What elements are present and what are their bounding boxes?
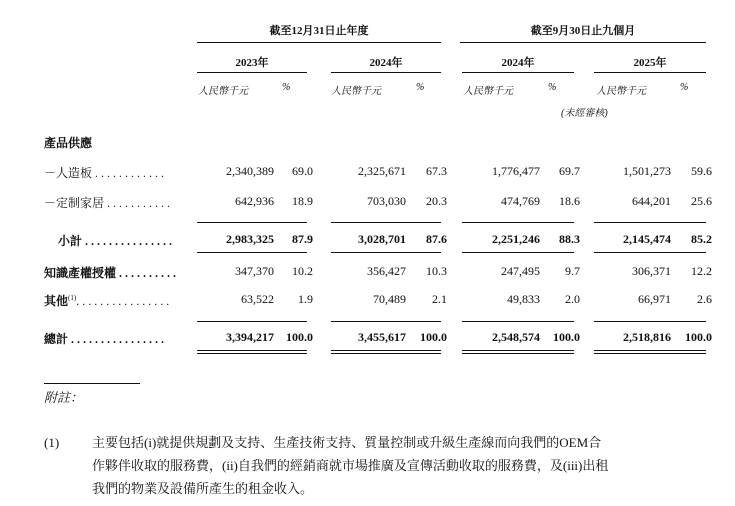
table-cell: 1.9 <box>298 292 313 306</box>
year-rule <box>197 72 307 73</box>
table-cell: 3,455,617 <box>358 330 406 344</box>
unaudited-note: (未經審核) <box>561 108 608 119</box>
table-cell: 70,489 <box>373 292 406 306</box>
row-label-ip-licensing: 知識產權授權 . . . . . . . . . . <box>44 266 177 280</box>
note-marker: (1) <box>44 435 60 450</box>
subtotal-rule <box>197 222 307 223</box>
year-rule <box>462 72 574 73</box>
unit-currency: 人民幣千元 <box>463 86 513 97</box>
table-cell: 9.7 <box>565 264 580 278</box>
row-label-others-dots: . . . . . . . . . . . . . . . . <box>76 294 170 308</box>
table-cell: 2,325,671 <box>358 164 406 178</box>
total-double-rule <box>462 350 574 354</box>
subtotal-bottom-rule <box>197 252 307 253</box>
table-cell: 306,371 <box>632 264 671 278</box>
unit-currency: 人民幣千元 <box>331 86 381 97</box>
table-cell: 703,030 <box>367 194 406 208</box>
unit-pct: % <box>416 82 425 93</box>
table-cell: 69.7 <box>559 164 580 178</box>
row-label-others-text: 其他 <box>44 294 69 308</box>
table-cell: 1,501,273 <box>623 164 671 178</box>
table-cell: 2.1 <box>432 292 447 306</box>
table-cell: 347,370 <box>235 264 274 278</box>
unit-pct: % <box>548 82 557 93</box>
table-cell: 247,495 <box>501 264 540 278</box>
header-year-2024-full: 2024年 <box>369 57 403 69</box>
table-cell: 2,145,474 <box>623 232 671 246</box>
row-label-total: 總計 . . . . . . . . . . . . . . . . <box>44 332 165 346</box>
row-label-subtotal: 小計 . . . . . . . . . . . . . . . <box>58 234 173 248</box>
subtotal-bottom-rule <box>331 252 441 253</box>
total-double-rule <box>331 350 441 354</box>
year-rule <box>594 72 706 73</box>
note-line-2: 作夥伴收取的服務費，(ii)自我們的經銷商就市場推廣及宣傳活動收取的服務費，及(iii)出租 <box>92 458 609 473</box>
header-year-2025: 2025年 <box>633 57 667 69</box>
header-group-year-ended: 截至12月31日止年度 <box>269 25 369 37</box>
table-cell: 2.6 <box>697 292 712 306</box>
table-cell: 2,548,574 <box>492 330 540 344</box>
table-cell: 87.6 <box>426 232 447 246</box>
table-cell: 12.2 <box>691 264 712 278</box>
row-label-product-supply: 產品供應 <box>44 136 93 150</box>
table-cell: 25.6 <box>691 194 712 208</box>
year-rule <box>331 72 441 73</box>
table-cell: 18.9 <box>292 194 313 208</box>
notes-heading: 附註： <box>44 390 84 405</box>
table-cell: 10.2 <box>292 264 313 278</box>
table-cell: 20.3 <box>426 194 447 208</box>
subtotal-rule <box>462 222 574 223</box>
table-cell: 100.0 <box>553 330 580 344</box>
header-year-2023: 2023年 <box>235 57 269 69</box>
table-cell: 18.6 <box>559 194 580 208</box>
header-group-year-ended-rule <box>197 42 441 43</box>
table-cell: 356,427 <box>367 264 406 278</box>
table-cell: 69.0 <box>292 164 313 178</box>
table-cell: 10.3 <box>426 264 447 278</box>
unit-pct: % <box>680 82 689 93</box>
table-cell: 63,522 <box>241 292 274 306</box>
total-double-rule <box>197 350 307 354</box>
footnote-ref: (1) <box>68 294 77 302</box>
table-cell: 67.3 <box>426 164 447 178</box>
table-cell: 2,518,816 <box>623 330 671 344</box>
header-year-2024-nine: 2024年 <box>501 57 535 69</box>
table-cell: 3,028,701 <box>358 232 406 246</box>
total-top-rule <box>462 321 574 322</box>
table-cell: 100.0 <box>286 330 313 344</box>
total-top-rule <box>594 321 706 322</box>
total-double-rule <box>594 350 706 354</box>
table-cell: 2,340,389 <box>226 164 274 178</box>
table-cell: 85.2 <box>691 232 712 246</box>
table-cell: 100.0 <box>685 330 712 344</box>
table-cell: 644,201 <box>632 194 671 208</box>
table-cell: 2,983,325 <box>226 232 274 246</box>
table-cell: 100.0 <box>420 330 447 344</box>
table-cell: 2.0 <box>565 292 580 306</box>
subtotal-rule <box>594 222 706 223</box>
table-cell: 642,936 <box>235 194 274 208</box>
table-cell: 2,251,246 <box>492 232 540 246</box>
total-top-rule <box>197 321 307 322</box>
note-line-1: 主要包括(i)就提供規劃及支持、生產技術支持、質量控制或升級生產線而向我們的OEM合 <box>92 435 602 450</box>
row-label-custom-furniture: －定制家居 . . . . . . . . . . . <box>44 196 171 210</box>
unit-currency: 人民幣千元 <box>198 86 248 97</box>
note-line-3: 我們的物業及設備所產生的租金收入。 <box>92 481 314 496</box>
total-top-rule <box>331 321 441 322</box>
table-cell: 49,833 <box>507 292 540 306</box>
header-group-nine-months: 截至9月30日止九個月 <box>530 25 636 37</box>
unit-currency: 人民幣千元 <box>596 86 646 97</box>
table-cell: 474,769 <box>501 194 540 208</box>
header-group-nine-months-rule <box>460 42 706 43</box>
subtotal-bottom-rule <box>462 252 574 253</box>
table-cell: 3,394,217 <box>226 330 274 344</box>
row-label-wood-panels: －人造板 . . . . . . . . . . . . <box>44 166 165 180</box>
table-cell: 87.9 <box>292 232 313 246</box>
table-cell: 59.6 <box>691 164 712 178</box>
subtotal-bottom-rule <box>594 252 706 253</box>
row-label-others <box>44 292 169 309</box>
table-cell: 88.3 <box>559 232 580 246</box>
notes-separator <box>44 383 140 384</box>
subtotal-rule <box>331 222 441 223</box>
table-cell: 66,971 <box>638 292 671 306</box>
unit-pct: % <box>282 82 291 93</box>
table-cell: 1,776,477 <box>492 164 540 178</box>
